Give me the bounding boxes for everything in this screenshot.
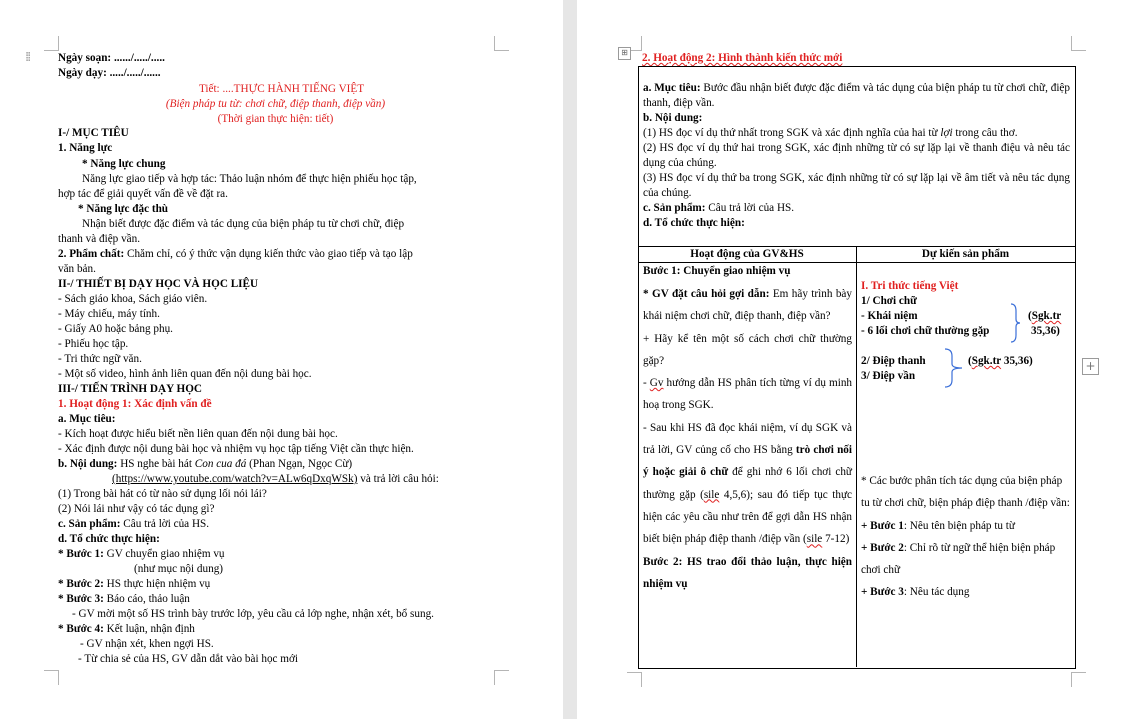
general-competence-text: hợp tác để giải quyết vấn đề về đặt ra. — [58, 188, 228, 200]
knowledge-item: - 6 lối chơi chữ thường gặp — [861, 325, 990, 337]
margin-corner-mark — [1071, 36, 1086, 51]
analysis-steps-cell: * Các bước phân tích tác dụng của biện pháp tu từ chơi chữ, biện pháp điệp thanh /điệp vần: + Bước 1: Nêu tên biện pháp tu từ + Bước 2: Chỉ rõ từ ngữ thể hiện biện pháp chơi chữ + Bước 3: Nêu tác dụng — [861, 475, 1070, 599]
knowledge-item: 3/ Điệp vần — [861, 370, 916, 382]
activity-2-heading: 2. Hoạt động 2: Hình thành kiến thức mới — [642, 52, 843, 64]
teacher-student-activity-cell: Bước 1: Chuyển giao nhiệm vụ * GV đặt câu hỏi gợi dẫn: Em hãy trình bày khái niệm chơi chữ, điệp thanh, điệp vần? + Hãy kể tên một số cách chơi chữ thường gặp? - Gv hướng dẫn HS phân tích từng ví dụ minh hoạ trong SGK. - Sau khi HS đã đọc khái niệm, ví dụ SGK và trả lời, GV củng cố cho HS bằng trò chơi nối ý hoặc giải ô chữ để ghi nhớ 6 lối chơi chữ thường gặp (sile 4,5,6); sau đó tiếp tục thực hiện các yêu cầu như trên để gợi dẫn HS nhận biết biện pháp điệp thanh /điệp vần (sile 7-12) Bước 2: HS trao đổi thảo luận, thực hiện nhiệm vụ — [643, 265, 853, 590]
heading-general-competence: * Năng lực chung — [82, 158, 166, 170]
step-text: - Từ chia sẻ của HS, GV dẫn dắt vào bài học mới — [78, 653, 299, 665]
step-text: (như mục nội dung) — [134, 563, 224, 575]
margin-corner-mark — [1071, 672, 1086, 687]
step-text: - GV nhận xét, khen ngợi HS. — [80, 638, 214, 650]
brace-icon — [943, 348, 965, 388]
knowledge-item: - Khái niệm — [861, 310, 918, 322]
margin-corner-mark — [494, 670, 509, 685]
knowledge-title: I. Tri thức tiếng Việt — [861, 280, 959, 292]
textbook-reference: (Sgk.tr — [1028, 310, 1062, 322]
knowledge-item: 2/ Điệp thanh — [861, 355, 926, 367]
document-page-right — [577, 0, 1136, 719]
youtube-link[interactable]: (https://www.youtube.com/watch?v=ALw6qDxqWSk) — [112, 473, 358, 485]
organization-label: d. Tổ chức thực hiện: — [58, 533, 160, 545]
quality-text: văn bản. — [58, 263, 96, 275]
list-item: - Phiếu học tập. — [58, 338, 129, 350]
date-taught: Ngày dạy: ...../...../...... — [58, 67, 161, 79]
textbook-reference: (Sgk.tr 35,36) — [968, 355, 1033, 367]
drag-handle-icon[interactable]: ⁞⁞ — [25, 50, 30, 65]
textbook-reference: 35,36) — [1031, 325, 1060, 337]
table-divider — [856, 246, 857, 667]
add-column-icon[interactable]: + — [1082, 358, 1099, 375]
document-page-left — [0, 0, 563, 719]
section-equipment: II-/ THIẾT BỊ DẠY HỌC VÀ HỌC LIỆU — [58, 278, 259, 290]
margin-corner-mark — [44, 36, 59, 51]
section-process: III-/ TIẾN TRÌNH DẠY HỌC — [58, 383, 203, 395]
specific-competence-text: Nhận biết được đặc điểm và tác dụng của biện pháp tu từ chơi chữ, điệp — [82, 218, 405, 230]
knowledge-item: 1/ Chơi chữ — [861, 295, 917, 307]
activity-1-heading: 1. Hoạt động 1: Xác định vấn đề — [58, 398, 212, 410]
specific-competence-text: thanh và điệp vần. — [58, 233, 141, 245]
margin-corner-mark — [627, 672, 642, 687]
list-item: - Tri thức ngữ văn. — [58, 353, 142, 365]
general-competence-text: Năng lực giao tiếp và hợp tác: Thảo luận nhóm để thực hiện phiếu học tập, — [82, 173, 417, 185]
content-text: (https://www.youtube.com/watch?v=ALw6qDxqWSk) và trả lời câu hỏi: — [112, 473, 439, 485]
lesson-subtitle: (Biện pháp tu từ: chơi chữ, điệp thanh, điệp vần) — [165, 98, 386, 110]
objective-text: - Xác định được nội dung bài học và nhiệm vụ học tập tiếng Việt cần thực hiện. — [58, 443, 414, 455]
list-item: - Sách giáo khoa, Sách giáo viên. — [58, 293, 208, 305]
heading-specific-competence: * Năng lực đặc thù — [78, 203, 169, 215]
heading-competence: 1. Năng lực — [58, 142, 113, 154]
margin-corner-mark — [494, 36, 509, 51]
column-header-product: Dự kiến sản phẩm — [921, 248, 1010, 260]
lesson-time: (Thời gian thực hiện: tiết) — [217, 113, 334, 125]
step-text: * Bước 3: Báo cáo, thảo luận — [58, 593, 190, 605]
list-item: - Một số video, hình ảnh liên quan đến nội dung bài học. — [58, 368, 312, 380]
list-item: - Máy chiếu, máy tính. — [58, 308, 160, 320]
step-text: - GV mời một số HS trình bày trước lớp, yêu cầu cả lớp nghe, nhận xét, bổ sung. — [72, 608, 434, 620]
content-text: b. Nội dung: HS nghe bài hát Con cua đá (Phan Ngạn, Ngọc Cừ) — [58, 458, 353, 470]
brace-icon — [1009, 303, 1021, 343]
objective-block: a. Mục tiêu: Bước đầu nhận biết được đặc điểm và tác dụng của biện pháp tu từ chơi chữ, điệp thanh, điệp vần. b. Nội dung: (1) HS đọc ví dụ thứ nhất trong SGK và xác định nghĩa của hai từ lợi trong câu thơ. (2) HS đọc ví dụ thứ hai trong SGK, xác định những từ có sự lặp lại về thanh điệu và nêu tác dụng của chúng. (3) HS đọc ví dụ thứ ba trong SGK, xác định những từ có sự lặp lại về âm tiết và nêu tác dụng của chúng. c. Sản phẩm: Câu trả lời của HS. d. Tổ chức thực hiện: — [643, 82, 1070, 229]
question-text: (2) Nói lái như vậy có tác dụng gì? — [58, 503, 215, 515]
list-item: - Giấy A0 hoặc bảng phụ. — [58, 323, 173, 335]
table-move-icon[interactable]: ⊞ — [618, 47, 631, 60]
section-objectives: I-/ MỤC TIÊU — [58, 127, 129, 139]
objective-label: a. Mục tiêu: — [58, 413, 116, 425]
margin-corner-mark — [44, 670, 59, 685]
step-text: * Bước 4: Kết luận, nhận định — [58, 623, 195, 635]
step-text: * Bước 1: GV chuyển giao nhiệm vụ — [58, 548, 225, 560]
objective-text: - Kích hoạt được hiểu biết nền liên quan đến nội dung bài học. — [58, 428, 338, 440]
product-text: c. Sản phẩm: Câu trả lời của HS. — [58, 518, 210, 530]
question-text: (1) Trong bài hát có từ nào sử dụng lối nói lái? — [58, 488, 267, 500]
quality-text: 2. Phẩm chất: Chăm chỉ, có ý thức vận dụng kiến thức vào giao tiếp và tạo lập — [58, 248, 413, 260]
column-header-activity: Hoạt động của GV&HS — [690, 248, 804, 260]
date-prepared: Ngày soạn: ....../...../..... — [58, 52, 165, 64]
step-text: * Bước 2: HS thực hiện nhiệm vụ — [58, 578, 211, 590]
lesson-title: Tiết: ....THỰC HÀNH TIẾNG VIỆT — [198, 83, 365, 95]
